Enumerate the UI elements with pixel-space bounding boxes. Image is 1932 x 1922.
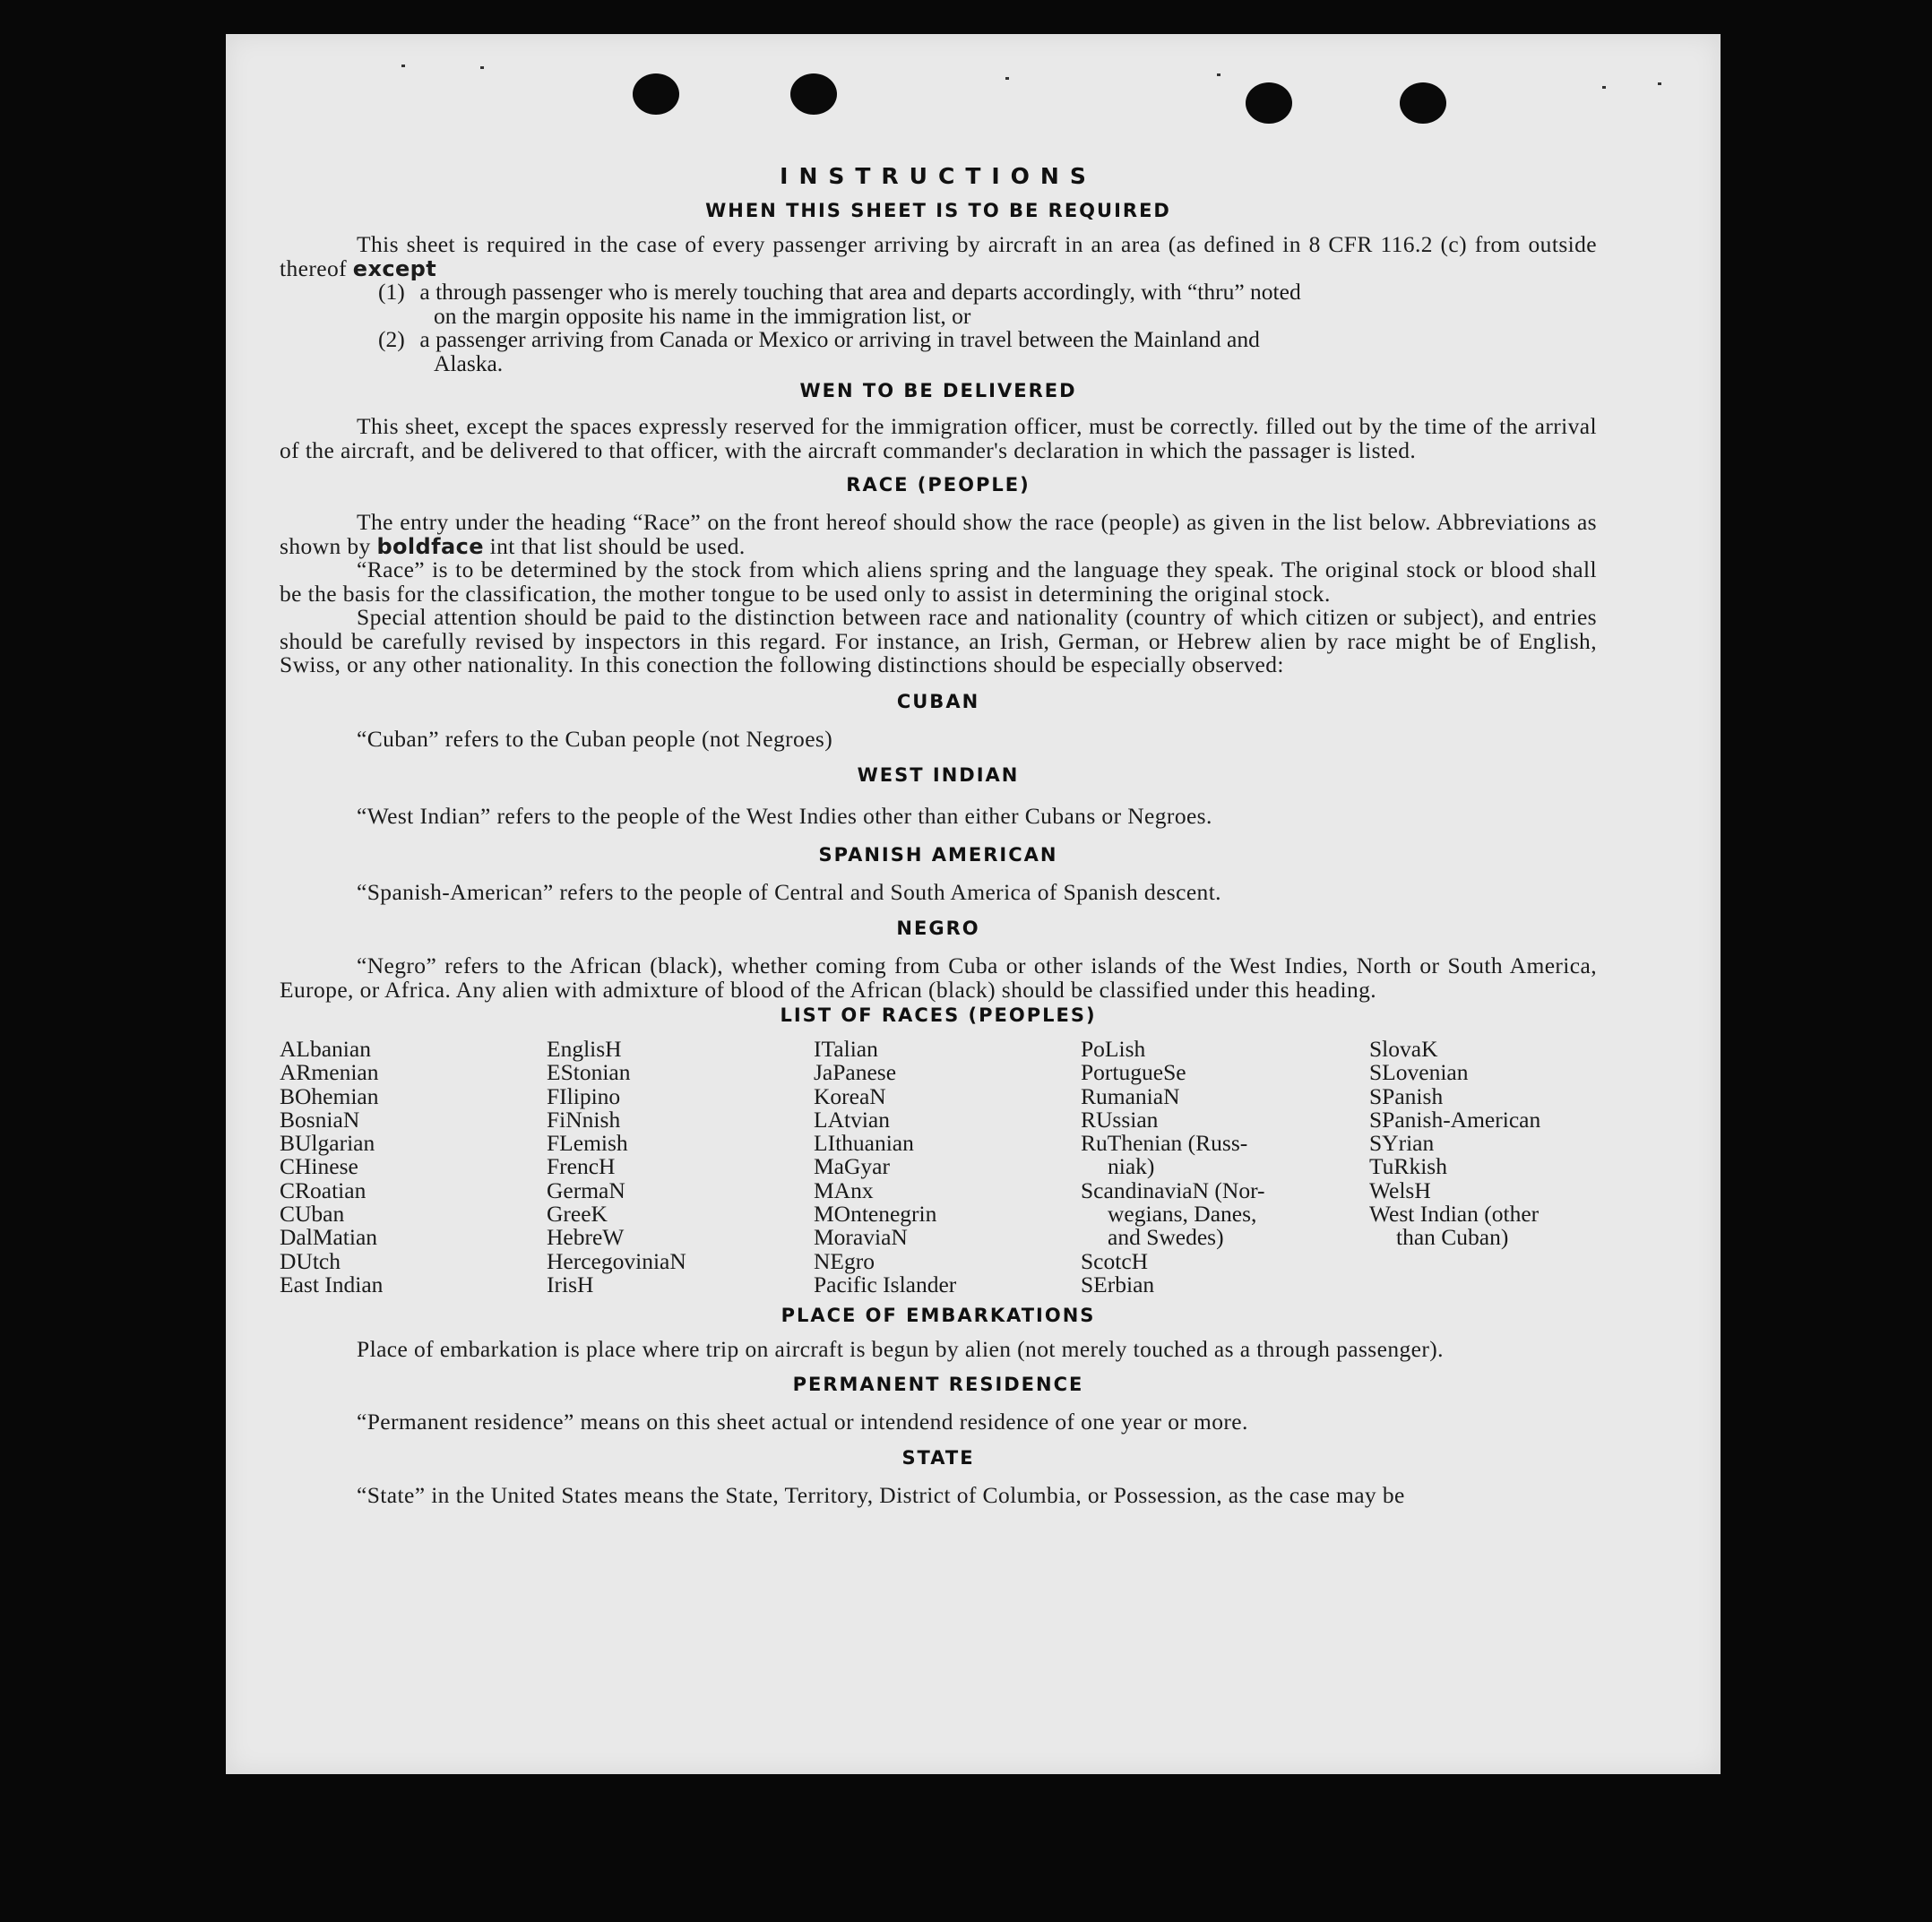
race-item: PoLish (1081, 1036, 1146, 1062)
race-item: ITalian (814, 1036, 878, 1062)
race-item: and Swedes) (1108, 1224, 1224, 1251)
race-item: EnglisH (547, 1036, 622, 1062)
race-list-column-4 (1081, 1038, 1369, 1297)
race-item: FIlipino (547, 1082, 621, 1109)
race-item: RuThenian (Russ- (1081, 1130, 1248, 1157)
section-heading-embarkation: PLACE OF EMBARKATIONS (781, 1305, 1096, 1327)
race-item: NEgro (814, 1247, 875, 1274)
residence-text: “Permanent residence” means on this sheet actual or intendend residence of one year or more. (357, 1408, 1248, 1435)
race-item: GermaN (547, 1176, 625, 1203)
exception-item-1: (1) a through passenger who is merely touching that area and departs accordingly, with “thru” noted on the margin opposite his name in the immigration list, or (378, 279, 1301, 329)
race-item: ScotcH (1081, 1247, 1149, 1274)
race-item: SPanish (1369, 1082, 1444, 1109)
punch-hole (1400, 82, 1446, 124)
race-item: SYrian (1369, 1130, 1435, 1157)
race-item: CHinese (280, 1153, 358, 1180)
race-list (280, 1038, 1597, 1297)
negro-text: “Negro” refers to the African (black), whether coming from Cuba or other islands of the West Indies, North or South America, Europe, or Africa. Any alien with admixture of blood of the African (black) should be classified under this heading. (280, 952, 1597, 1003)
race-item: SErbian (1081, 1271, 1155, 1297)
state-text: “State” in the United States means the State, Territory, District of Columbia, or Possession, as the case may be (357, 1482, 1405, 1509)
race-item: SPanish-American (1369, 1106, 1541, 1133)
race-item: Pacific Islander (814, 1271, 957, 1297)
race-item: FrencH (547, 1153, 616, 1180)
page-title: INSTRUCTIONS (780, 163, 1097, 189)
race-item: MoraviaN (814, 1224, 908, 1251)
race-item: SlovaK (1369, 1036, 1438, 1062)
race-item: BosniaN (280, 1106, 360, 1133)
race-item: ALbanian (280, 1036, 371, 1062)
race-item: East Indian (280, 1271, 384, 1297)
race-item: IrisH (547, 1271, 594, 1297)
race-item: JaPanese (814, 1059, 897, 1086)
section-heading-negro: NEGRO (896, 918, 980, 939)
exception-item-2: (2) a passenger arriving from Canada or Mexico or arriving in travel between the Mainland and Alaska. (378, 326, 1260, 376)
instructions-content (280, 159, 1597, 1508)
punch-hole (1246, 82, 1292, 124)
race-item: RUssian (1081, 1106, 1159, 1133)
race-item: wegians, Danes, (1108, 1201, 1257, 1228)
race-item: West Indian (other (1369, 1201, 1540, 1228)
race-list-column-5 (1369, 1038, 1597, 1297)
race-item: PortugueSe (1081, 1059, 1186, 1086)
race-item: SLovenian (1369, 1059, 1469, 1086)
race-item: DalMatian (280, 1224, 378, 1251)
race-item: than Cuban) (1396, 1224, 1509, 1251)
race-item: FLemish (547, 1130, 628, 1157)
delivered-text: This sheet, except the spaces expressly reserved for the immigration officer, must be correctly. filled out by the time of the arrival of the aircraft, and be delivered to that officer, with the aircraft commander's declaration in which the passager is listed. (280, 413, 1597, 463)
embarkation-text: Place of embarkation is place where trip on aircraft is begun by alien (not merely touched as a through passenger). (357, 1336, 1444, 1363)
race-item: BOhemian (280, 1082, 379, 1109)
west-indian-text: “West Indian” refers to the people of the West Indies other than either Cubans or Negroes. (357, 803, 1212, 829)
race-item: LAtvian (814, 1106, 890, 1133)
spanish-american-text: “Spanish-American” refers to the people of Central and South America of Spanish descent. (357, 878, 1221, 905)
race-list-column-2 (547, 1038, 814, 1297)
section-heading-residence: PERMANENT RESIDENCE (792, 1373, 1084, 1395)
punch-hole (633, 73, 679, 115)
race-item: HercegoviniaN (547, 1247, 686, 1274)
race-item: CUban (280, 1201, 345, 1228)
race-item: ScandinaviaN (Nor- (1081, 1176, 1265, 1203)
required-intro: This sheet is required in the case of every passenger arriving by aircraft in an area (as defined in 8 CFR 116.2 (c) from outside thereof except (280, 231, 1597, 281)
race-paragraph-2: “Race” is to be determined by the stock from which aliens spring and the language they speak. The original stock or blood shall be the basis for the classification, the mother tongue to be used only to assist in determining the original stock. (280, 556, 1597, 607)
race-list-column-3 (814, 1038, 1081, 1297)
cuban-text: “Cuban” refers to the Cuban people (not Negroes) (357, 725, 833, 752)
punch-hole (790, 73, 837, 115)
race-item: EStonian (547, 1059, 631, 1086)
race-item: TuRkish (1369, 1153, 1447, 1180)
race-item: RumaniaN (1081, 1082, 1180, 1109)
race-list-column-1 (280, 1038, 547, 1297)
section-heading-cuban: CUBAN (896, 690, 980, 712)
race-item: MAnx (814, 1176, 874, 1203)
section-heading-delivered: WEN TO BE DELIVERED (799, 380, 1077, 401)
race-item: ARmenian (280, 1059, 379, 1086)
section-heading-spanish-american: SPANISH AMERICAN (818, 843, 1058, 866)
race-item: MOntenegrin (814, 1201, 937, 1228)
race-item: DUtch (280, 1247, 341, 1274)
section-heading-race-list: LIST OF RACES (PEOPLES) (780, 1004, 1097, 1026)
race-item: HebreW (547, 1224, 625, 1251)
section-heading-west-indian: WEST INDIAN (857, 764, 1020, 786)
section-heading-required: WHEN THIS SHEET IS TO BE REQUIRED (705, 200, 1171, 221)
race-paragraph-3: Special attention should be paid to the distinction between race and nationality (country of which citizen or subject), and entries should be carefully revised by inspectors in this regard. For instance, an Irish, German, or Hebrew alien by race might be of English, Swiss, or any other nationality. In this conection the following distinctions should be especially observed: (280, 604, 1597, 677)
race-item: FiNnish (547, 1106, 621, 1133)
section-heading-race: RACE (PEOPLE) (846, 474, 1031, 496)
section-heading-state: STATE (901, 1447, 975, 1470)
race-item: LIthuanian (814, 1130, 914, 1157)
race-item: GreeK (547, 1201, 608, 1228)
race-item: MaGyar (814, 1153, 890, 1180)
race-item: WelsH (1369, 1176, 1431, 1203)
race-item: niak) (1108, 1153, 1155, 1180)
race-paragraph-1: The entry under the heading “Race” on the front hereof should show the race (people) as given in the list below. Abbreviations as shown by boldface int that list should be used. (280, 509, 1597, 559)
race-item: CRoatian (280, 1176, 367, 1203)
race-item: BUlgarian (280, 1130, 375, 1157)
race-item: KoreaN (814, 1082, 886, 1109)
